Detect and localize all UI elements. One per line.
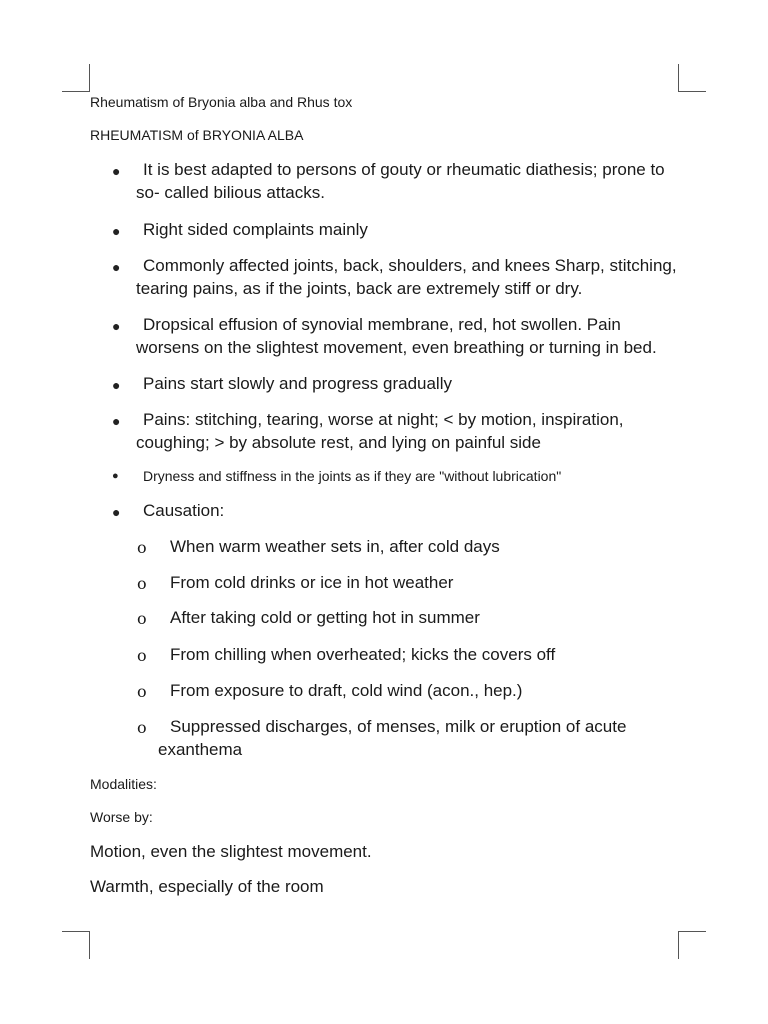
bullet-marker: ● xyxy=(112,223,121,239)
crop-mark-bottom-left-h xyxy=(62,931,90,932)
sub-bullet-marker: o xyxy=(137,682,147,701)
bullet-text: Dropsical effusion of synovial membrane, red, hot swollen. Pain xyxy=(143,315,621,334)
bullet-marker: ● xyxy=(112,470,119,482)
sub-bullet-marker: o xyxy=(137,609,147,628)
causation-item-cont: exanthema xyxy=(158,740,243,759)
bullet-marker: ● xyxy=(112,377,121,393)
causation-item: From chilling when overheated; kicks the covers off xyxy=(170,645,556,664)
bullet-text: It is best adapted to persons of gouty or rheumatic diathesis; prone to xyxy=(143,160,665,179)
crop-mark-top-left-h xyxy=(62,91,90,92)
crop-mark-top-right-h xyxy=(678,91,706,92)
worse-by-label: Worse by: xyxy=(90,809,153,825)
bullet-text: Dryness and stiffness in the joints as if they are "without lubrication" xyxy=(143,468,562,484)
bullet-text: Right sided complaints mainly xyxy=(143,220,368,239)
sub-bullet-marker: o xyxy=(137,574,147,593)
sub-bullet-marker: o xyxy=(137,718,147,737)
bullet-text-cont: so- called bilious attacks. xyxy=(136,183,325,202)
causation-item: After taking cold or getting hot in summer xyxy=(170,608,480,627)
crop-mark-bottom-right-v xyxy=(678,931,679,959)
bullet-text-cont: tearing pains, as if the joints, back are extremely stiff or dry. xyxy=(136,279,583,298)
bullet-marker: ● xyxy=(112,413,121,429)
causation-item: From cold drinks or ice in hot weather xyxy=(170,573,454,592)
bullet-text-cont: worsens on the slightest movement, even breathing or turning in bed. xyxy=(136,338,657,357)
bullet-text: Pains start slowly and progress gradually xyxy=(143,374,452,393)
bullet-text: Causation: xyxy=(143,501,225,520)
causation-item: When warm weather sets in, after cold days xyxy=(170,537,500,556)
bullet-marker: ● xyxy=(112,504,121,520)
crop-mark-bottom-left-v xyxy=(89,931,90,959)
modalities-label: Modalities: xyxy=(90,776,157,792)
section-heading: RHEUMATISM of BRYONIA ALBA xyxy=(90,127,304,143)
document-title: Rheumatism of Bryonia alba and Rhus tox xyxy=(90,94,353,110)
crop-mark-bottom-right-h xyxy=(678,931,706,932)
bullet-marker: ● xyxy=(112,259,121,275)
crop-mark-top-right-v xyxy=(678,64,679,92)
sub-bullet-marker: o xyxy=(137,646,147,665)
worse-item: Motion, even the slightest movement. xyxy=(90,842,372,861)
bullet-text: Commonly affected joints, back, shoulders, and knees Sharp, stitching, xyxy=(143,256,677,275)
causation-item: Suppressed discharges, of menses, milk or eruption of acute xyxy=(170,717,627,736)
bullet-text: Pains: stitching, tearing, worse at night; < by motion, inspiration, xyxy=(143,410,624,429)
bullet-marker: ● xyxy=(112,318,121,334)
causation-item: From exposure to draft, cold wind (acon., hep.) xyxy=(170,681,523,700)
crop-mark-top-left-v xyxy=(89,64,90,92)
worse-item: Warmth, especially of the room xyxy=(90,877,324,896)
sub-bullet-marker: o xyxy=(137,538,147,557)
bullet-marker: ● xyxy=(112,163,121,179)
bullet-text-cont: coughing; > by absolute rest, and lying on painful side xyxy=(136,433,541,452)
